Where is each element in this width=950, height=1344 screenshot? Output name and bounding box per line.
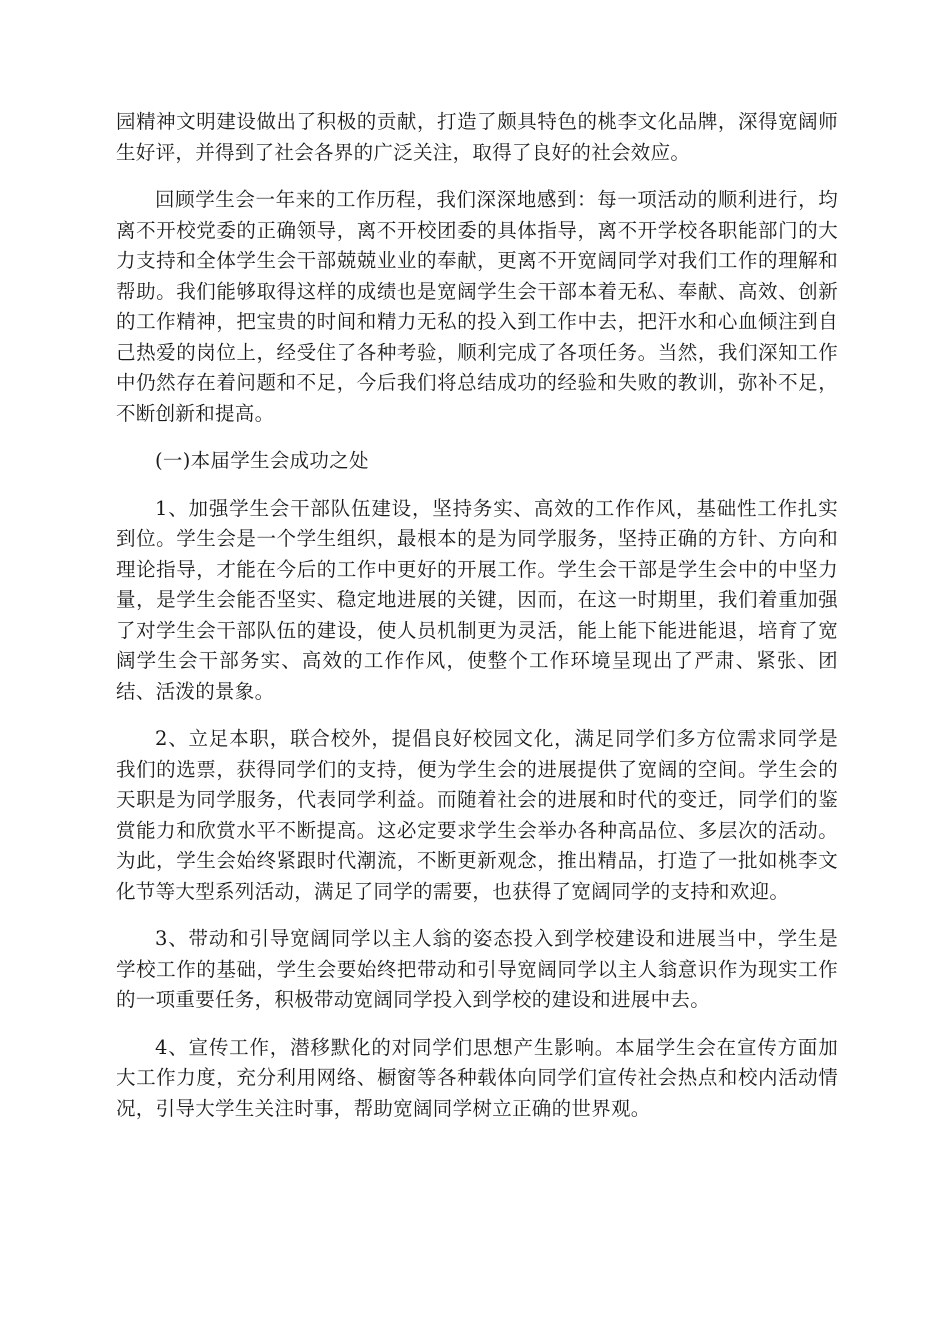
paragraph-item-2: 2、立足本职，联合校外，提倡良好校园文化，满足同学们多方位需求同学是我们的选票，获得同学们的支持，便为学生会的进展提供了宽阔的空间。学生会的天职是为同学服务，代表同学利益。而随着社会的进展和时代的变迁，同学们的鉴赏能力和欣赏水平不断提高。这必定要求学生会举办各种高品位、多层次的活动。为此，学生会始终紧跟时代潮流，不断更新观念，推出精品，打造了一批如桃李文化节等大型系列活动，满足了同学的需要，也获得了宽阔同学的支持和欢迎。 [116,727,838,903]
document-body [116,107,838,1141]
paragraph-continuation: 园精神文明建设做出了积极的贡献，打造了颇具特色的桃李文化品牌，深得宽阔师生好评，并得到了社会各界的广泛关注，取得了良好的社会效应。 [116,110,838,164]
paragraph-review: 回顾学生会一年来的工作历程，我们深深地感到：每一项活动的顺利进行，均离不开校党委的正确领导，离不开校团委的具体指导，离不开学校各职能部门的大力支持和全体学生会干部兢兢业业的奉献，更离不开宽阔同学对我们工作的理解和帮助。我们能够取得这样的成绩也是宽阔学生会干部本着无私、奉献、高效、创新的工作精神，把宝贵的时间和精力无私的投入到工作中去，把汗水和心血倾注到自己热爱的岗位上，经受住了各种考验，顺利完成了各项任务。当然，我们深知工作中仍然存在着问题和不足，今后我们将总结成功的经验和失败的教训，弥补不足，不断创新和提高。 [116,188,838,425]
paragraph-item-1: 1、加强学生会干部队伍建设，坚持务实、高效的工作作风，基础性工作扎实到位。学生会是一个学生组织，最根本的是为同学服务，坚持正确的方针、方向和理论指导，才能在今后的工作中更好的开展工作。学生会干部是学生会中的中坚力量，是学生会能否坚实、稳定地进展的关键，因而，在这一时期里，我们着重加强了对学生会干部队伍的建设，使人员机制更为灵活，能上能下能进能退，培育了宽阔学生会干部务实、高效的工作作风，使整个工作环境呈现出了严肃、紧张、团结、活泼的景象。 [116,496,838,703]
paragraph-item-4: 4、宣传工作，潜移默化的对同学们思想产生影响。本届学生会在宣传方面加大工作力度，充分利用网络、橱窗等各种载体向同学们宣传社会热点和校内活动情况，引导大学生关注时事，帮助宽阔同学树立正确的世界观。 [116,1035,838,1120]
section-heading: (一)本届学生会成功之处 [155,449,369,472]
paragraph-item-3: 3、带动和引导宽阔同学以主人翁的姿态投入到学校建设和进展当中，学生是学校工作的基础，学生会要始终把带动和引导宽阔同学以主人翁意识作为现实工作的一项重要任务，积极带动宽阔同学投入到学校的建设和进展中去。 [116,927,838,1011]
